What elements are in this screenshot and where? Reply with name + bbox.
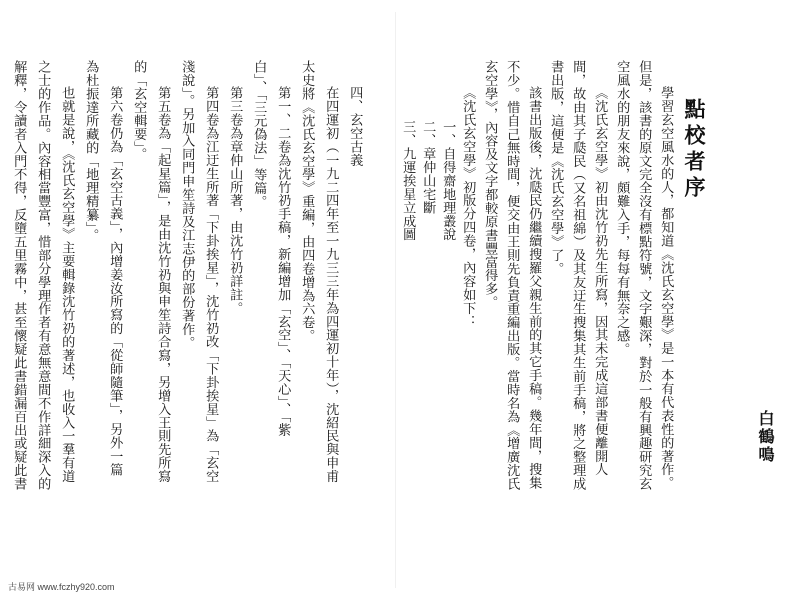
right-page xyxy=(397,0,793,600)
page-divider xyxy=(395,12,396,588)
text-column: 不少。惜自己無時間，便交由王則先負責重編出版。當時名為《增廣沈氏 xyxy=(504,60,520,491)
text-column: 第一、二卷為沈竹礽手稿，新編增加「玄空」、「天心」、「紫 xyxy=(275,86,291,437)
text-column: 第三卷為章仲山所著，由沈竹礽詳註。 xyxy=(227,86,243,315)
text-column: 也就是說，《沈氏玄空學》主要輯錄沈竹礽的著述，也收入一羣有道 xyxy=(59,86,75,483)
list-item: 三、九運挨星立成圖 xyxy=(400,120,416,242)
text-column: 解釋，令讀者入門不得，反墮五里霧中，甚至懷疑此書錯漏百出或疑此書 xyxy=(11,60,27,491)
list-item: 二、章仲山宅斷 xyxy=(420,120,436,215)
text-column: 該書出版後，沈瓞民仍繼續搜羅父親生前的其它手稿。幾年間，搜集 xyxy=(526,86,542,490)
text-column: 太史將《沈氏玄空學》重編，由四卷增為六卷。 xyxy=(299,60,315,343)
text-column: 淺說」。另加入同門申笙詩及江志伊的部份著作。 xyxy=(179,60,195,350)
author-name: 白鶴鳴 xyxy=(756,410,775,464)
text-column: 但是，該書的原文完全沒有標點符號，文字艱深，對於一般有興趣研究玄 xyxy=(636,60,652,491)
text-column: 第四卷為江迂生所著「下卦挨星」，沈竹礽改「下卦挨星」為「玄空 xyxy=(203,86,219,483)
text-column: 四、玄空古義 xyxy=(347,86,363,167)
text-column: 白」、「三元偽法」等篇。 xyxy=(251,60,267,209)
page-title: 點校者序 xyxy=(682,98,707,202)
text-column: 的「玄空輯要」。 xyxy=(131,60,147,161)
text-column: 《沈氏玄空學》初由沈竹礽先生所寫，因其未完成這部書便離開人 xyxy=(592,86,608,477)
text-column: 為杜振達所藏的「地理精纂」。 xyxy=(83,60,99,242)
text-column: 之士的作品。內容相當豐富，惜部分學理作者有意無意間不作詳細深入的 xyxy=(35,60,51,491)
text-column: 間，故由其子瓞民（又名祖綿）及其友迂生搜集其生前手稿，將之整理成 xyxy=(570,60,586,491)
text-column: 第五卷為「起星篇」，是由沈竹礽與申笙詩合寫，另增入王則先所寫 xyxy=(155,86,171,483)
text-column: 書出版，這便是《沈氏玄空學》了。 xyxy=(548,60,564,276)
text-column: 在四運初（一九二四年至一九三三年為四運初十年），沈紹民與申甫 xyxy=(323,86,339,483)
left-page xyxy=(0,0,396,600)
text-column: 空風水的朋友來說，頗難入手，每每有無奈之感。 xyxy=(614,60,630,356)
watermark-footer: 古易网 www.fczhy920.com xyxy=(8,582,115,592)
text-column: 學習玄空風水的人，都知道《沈氏玄空學》是一本有代表性的著作。 xyxy=(658,86,674,490)
text-column: 《沈氏玄空學》初版分四卷，內容如下： xyxy=(460,86,476,329)
text-column: 玄空學》，內容及文字都較原書豐富得多。 xyxy=(482,60,498,309)
text-column: 第六卷仍為「玄空古義」，內增姜汝所寫的「從師隨筆」，另外一篇 xyxy=(107,86,123,477)
list-item: 一、自得齋地理叢說 xyxy=(440,120,456,242)
